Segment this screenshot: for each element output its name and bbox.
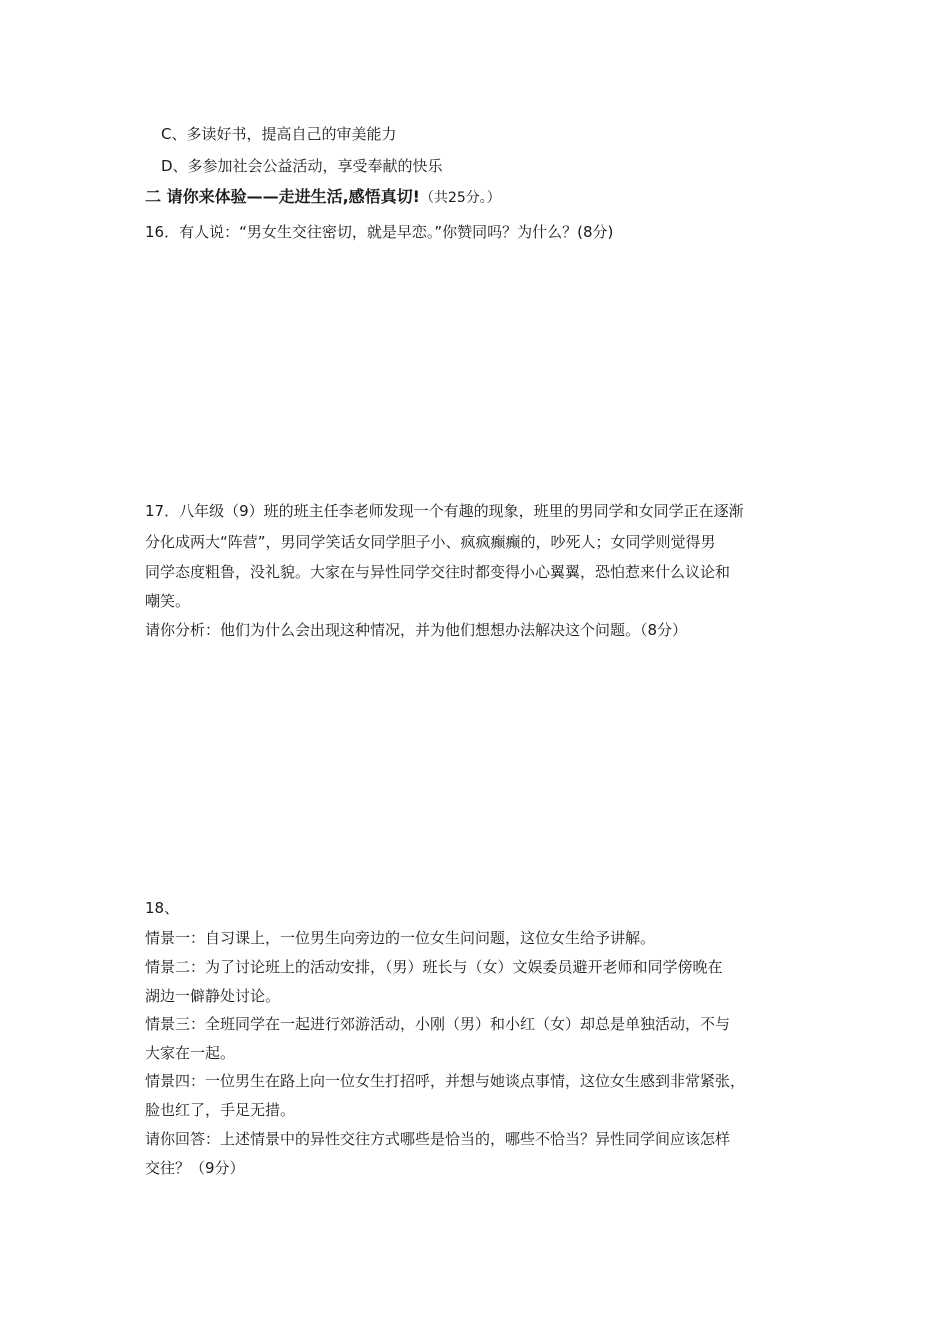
question-17-line-3: 同学态度粗鲁，没礼貌。大家在与异性同学交往时都变得小心翼翼，恐怕惹来什么议论和 [145, 563, 731, 581]
question-18-line-8: 请你回答：上述情景中的异性交往方式哪些是恰当的，哪些不恰当？异性同学间应该怎样 [145, 1130, 731, 1148]
question-17-line-1: 17．八年级（9）班的班主任李老师发现一个有趣的现象，班里的男同学和女同学正在逐渐 [145, 502, 744, 520]
question-18-number: 18、 [145, 899, 180, 917]
question-17-line-2: 分化成两大“阵营”，男同学笑话女同学胆子小、疯疯癫癫的，吵死人；女同学则觉得男 [145, 533, 716, 551]
question-18-line-7: 脸也红了，手足无措。 [145, 1101, 296, 1119]
option-c: C、多读好书，提高自己的审美能力 [161, 125, 397, 143]
question-17-prompt: 请你分析：他们为什么会出现这种情况，并为他们想想办法解决这个问题。（8分） [145, 621, 688, 639]
question-18-line-2: 情景二：为了讨论班上的活动安排，（男）班长与（女）文娱委员避开老师和同学傍晚在 [145, 958, 723, 976]
option-d: D、多参加社会公益活动，享受奉献的快乐 [161, 157, 443, 175]
section-title: 二 请你来体验——走进生活,感悟真切! [145, 187, 420, 206]
question-18-line-6: 情景四：一位男生在路上向一位女生打招呼，并想与她谈点事情，这位女生感到非常紧张， [145, 1072, 746, 1090]
question-18-line-3: 湖边一僻静处讨论。 [145, 987, 281, 1005]
section-score-note: （共25分。） [419, 190, 501, 206]
question-18-line-4: 情景三：全班同学在一起进行郊游活动，小刚（男）和小红（女）却总是单独活动，不与 [145, 1015, 731, 1033]
question-16: 16．有人说：“男女生交往密切，就是早恋。”你赞同吗？为什么？(8分) [145, 223, 614, 241]
question-18-line-5: 大家在一起。 [145, 1044, 236, 1062]
question-18-line-9: 交往？（9分） [145, 1159, 245, 1177]
question-18-line-1: 情景一：自习课上，一位男生向旁边的一位女生问问题，这位女生给予讲解。 [145, 929, 656, 947]
question-17-line-4: 嘲笑。 [145, 592, 191, 610]
section-heading [145, 187, 815, 208]
